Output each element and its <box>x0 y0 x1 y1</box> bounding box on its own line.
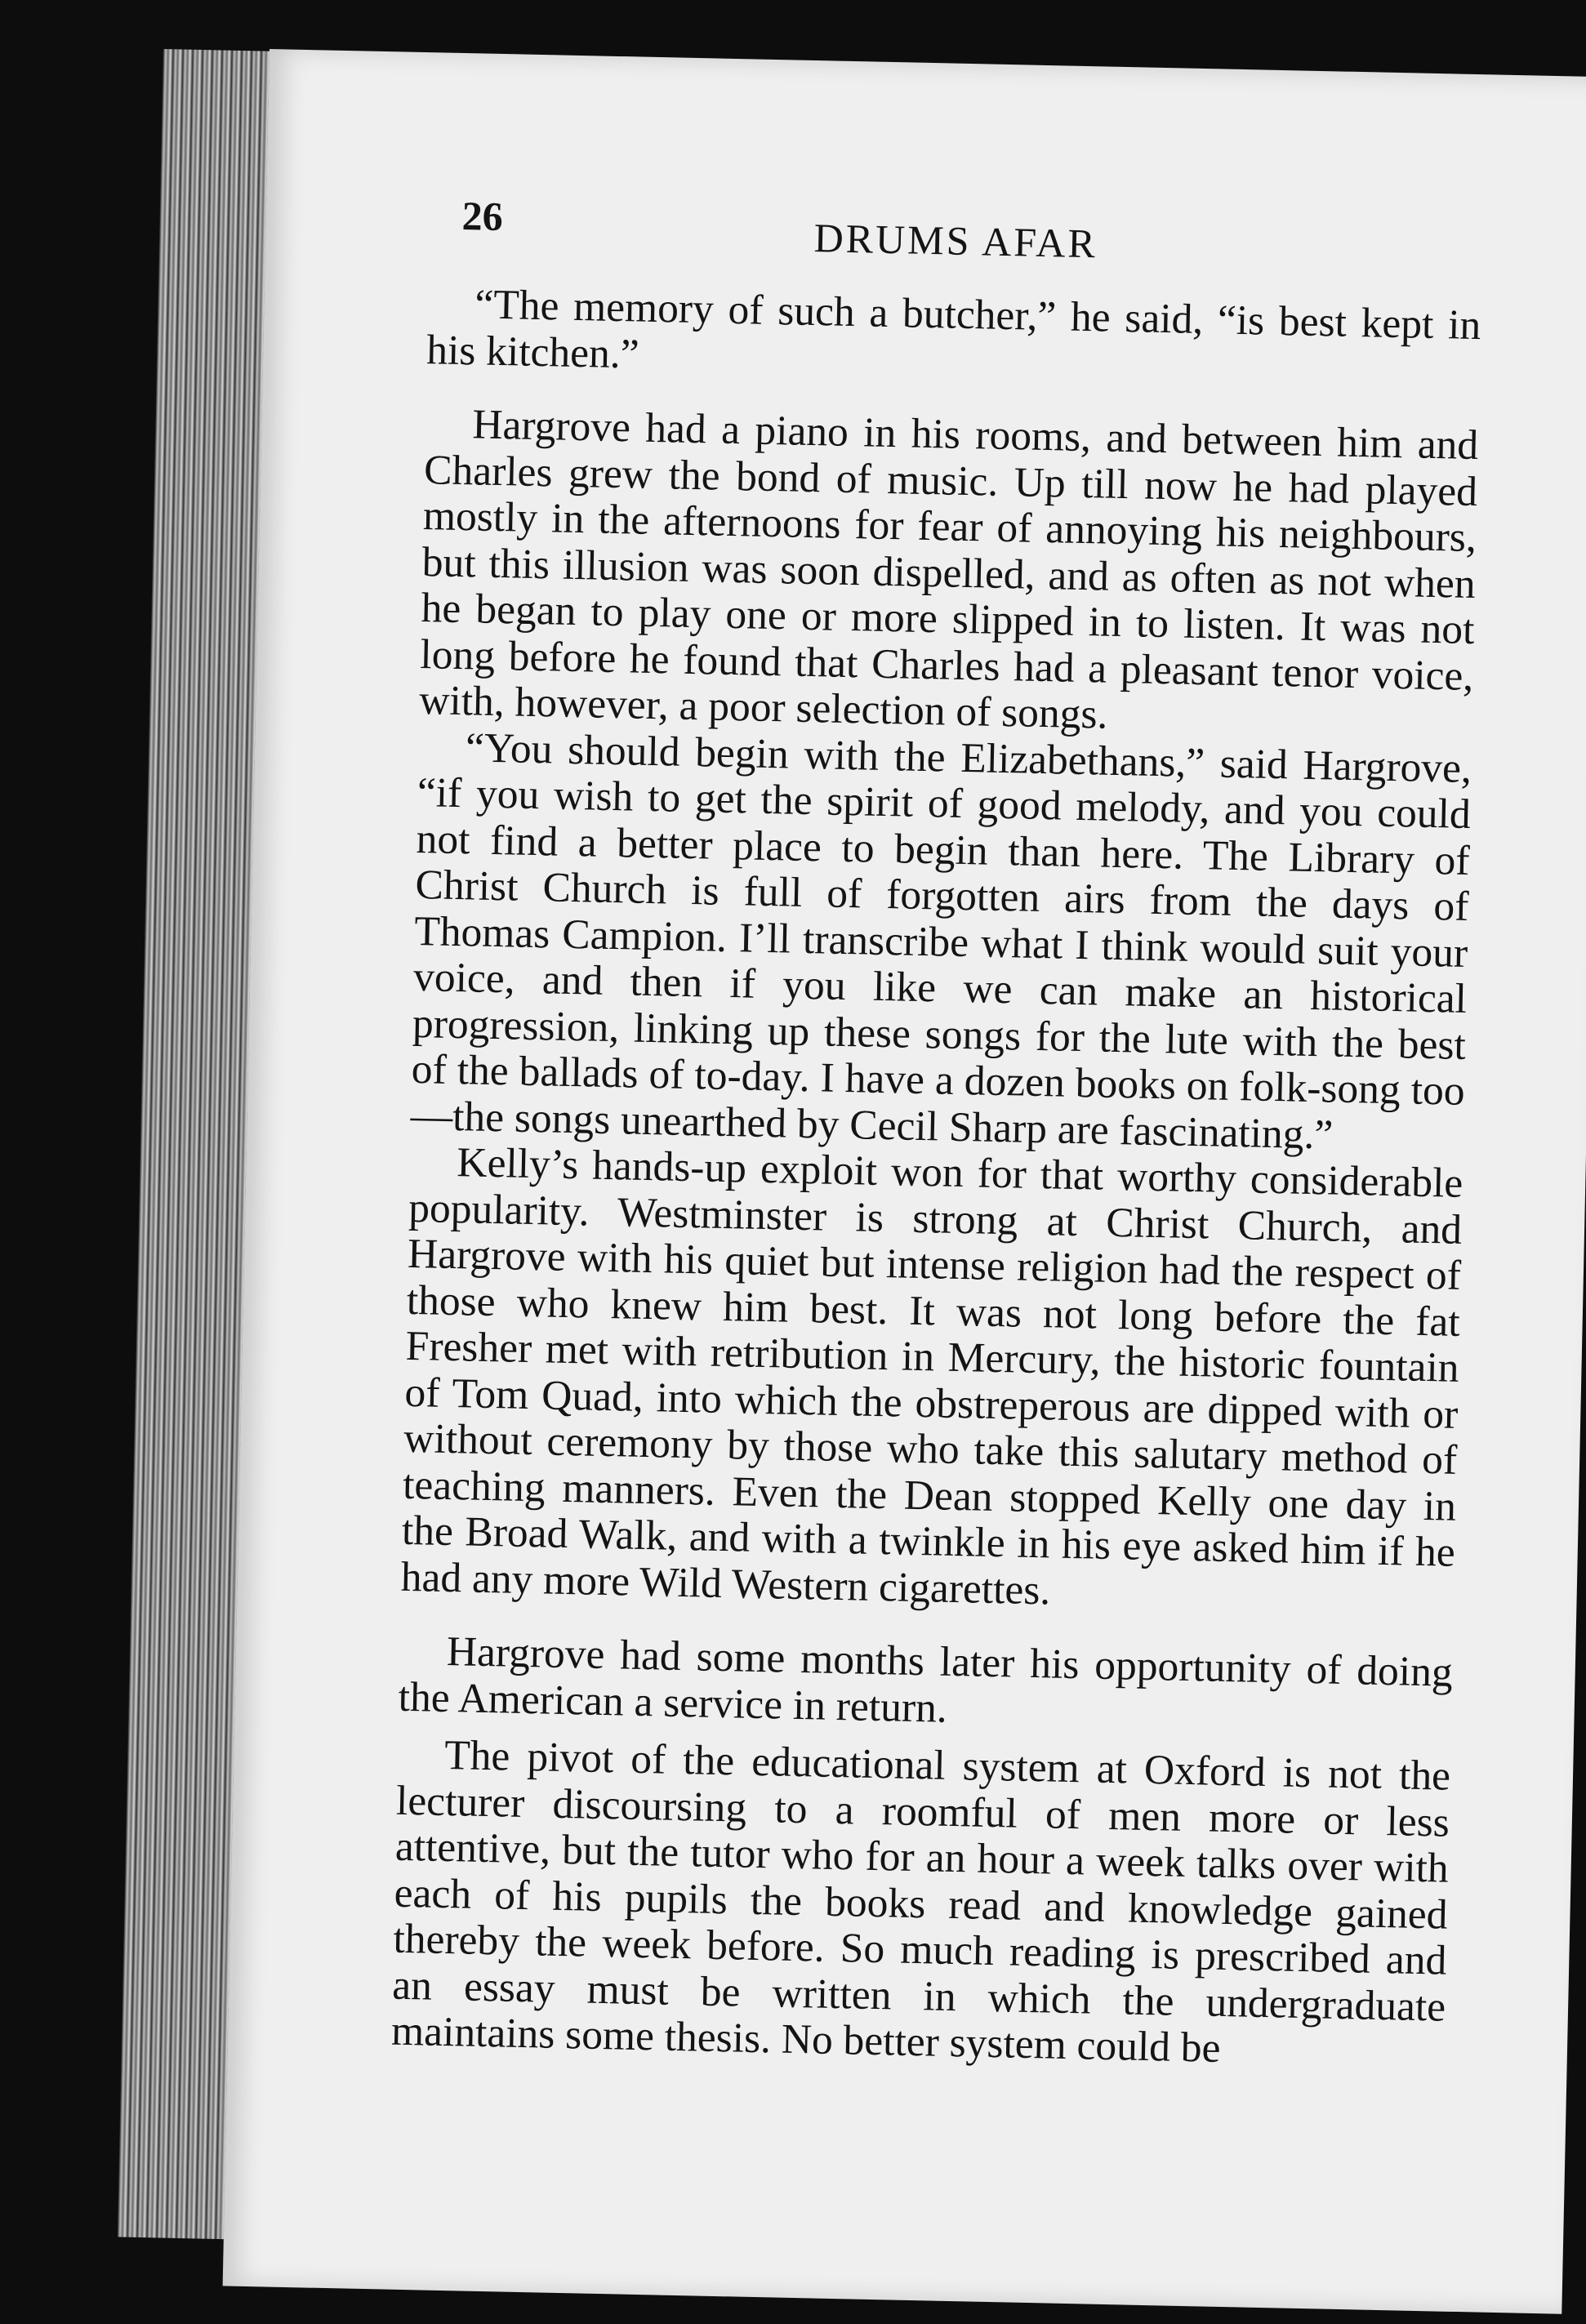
paragraph-kelly: Kelly’s hands-up exploit won for that worthy considerable popularity. Westminster is strong at Christ Church, and Hargrove with his quiet but intense religion had the respect of those who knew him best. It was not long before the fat Fresher met with retribution in Mercury, the historic fountain of Tom Quad, into which the obstreperous are dipped with or without ceremony by those who take this salutary method of teaching manners. Even the Dean stopped Kelly one day in the Broad Walk, and with a twinkle in his eye asked him if he had any more Wild Western cigarettes. <box>400 1139 1463 1614</box>
book-page <box>223 49 1586 2314</box>
body-text <box>391 281 1481 2077</box>
paragraph-tutor-system: The pivot of the educational system at Oxford is not the lecturer discoursing to a roomful of men more or less attentive, but the tutor who for an hour a week talks over with each of his pupils the books read and knowledge gained thereby the week before. So much reading is prescribed and an essay must be written in which the undergraduate maintains some thesis. No better system could be <box>390 1731 1451 2072</box>
text-block <box>391 191 1484 2077</box>
paragraph-service: Hargrove had some months later his opportunity of doing the American a service in return. <box>398 1627 1454 1732</box>
paragraph-elizabethans: “You should begin with the Elizabethans,” said Hargrove, “if you wish to get the spirit of good melody, and you could not find a better place to begin than here. The Library of Christ Church is full of forgotten airs from the days of Thomas Campion. I’ll transcribe what I think would suit your voice, and then if you like we can make an historical progression, linking up these songs for the lute with the best of the ballads of to-day. I have a dozen books on folk-song too—the songs unearthed by Cecil Sharp are fascinating.” <box>410 723 1472 1159</box>
paragraph-piano: Hargrove had a piano in his rooms, and between him and Charles grew the bond of music. Up till now he had played mostly in the afternoons for fear of annoying his neighbours, but this illusion was soon dispelled, and as often as not when he began to play one or more slipped in to listen. It was not long before he found that Charles had a pleasant tenor voice, with, however, a poor selection of songs. <box>418 401 1479 738</box>
book-title: DRUMS AFAR <box>813 215 1098 267</box>
paragraph-butcher-quote: “The memory of such a butcher,” he said, “is best kept in his kitchen.” <box>425 281 1481 378</box>
page-number: 26 <box>461 192 504 240</box>
